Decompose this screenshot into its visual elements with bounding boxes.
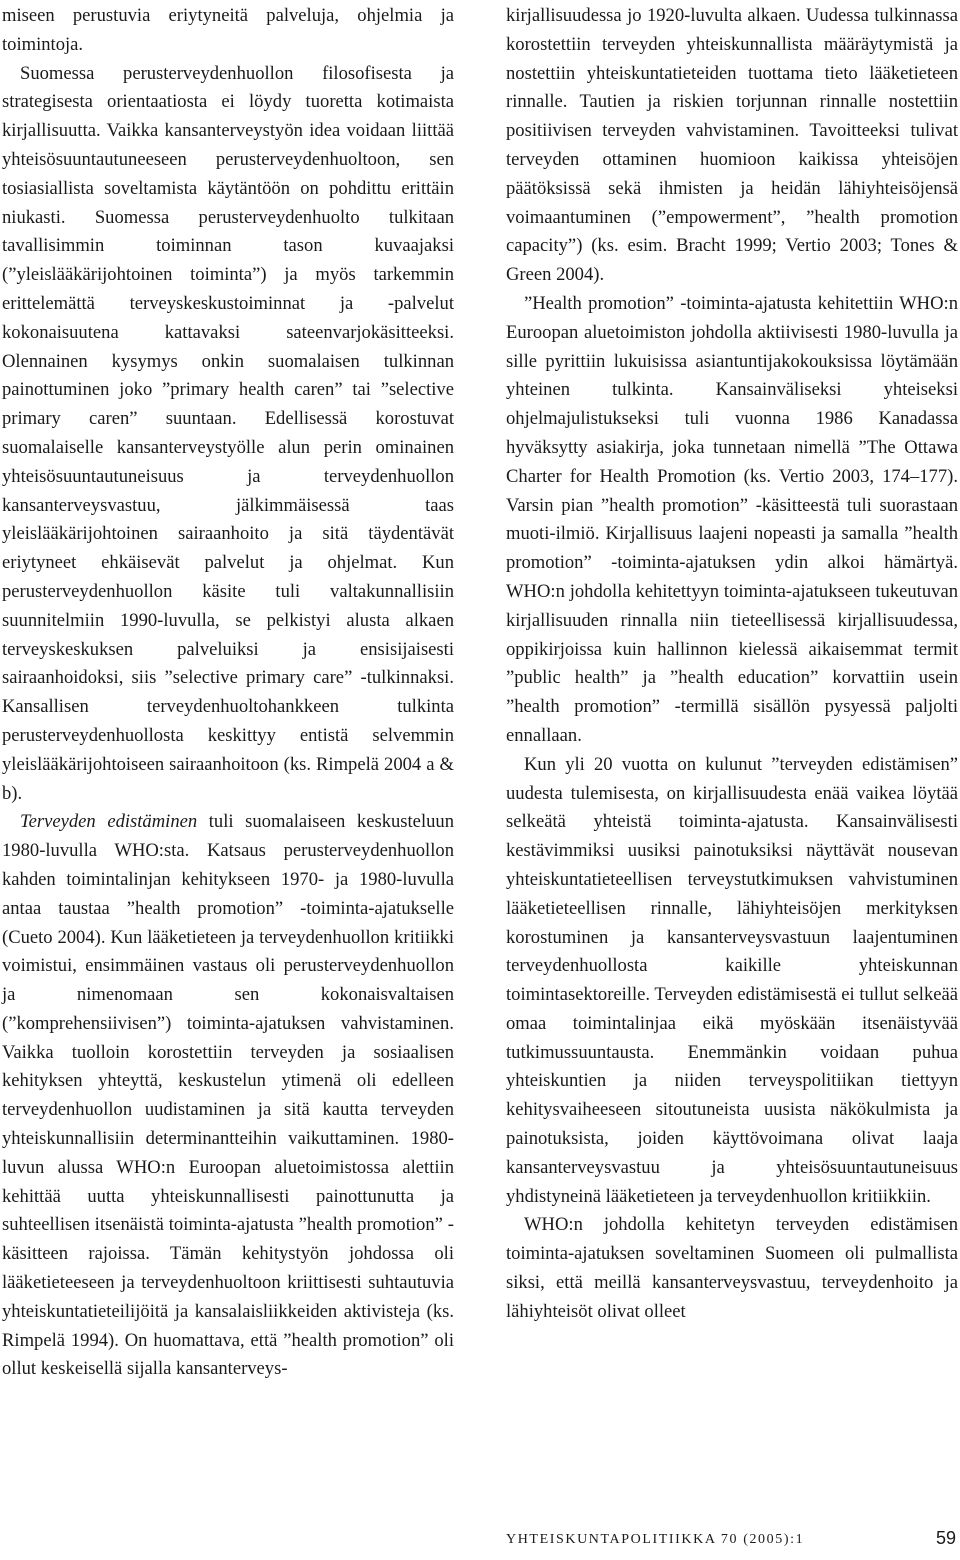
right-paragraph-3: Kun yli 20 vuotta on kulunut ”terveyden edistämisen” uudesta tulemisesta, on kirjallisuudesta enää vaikea löytää selkeätä yhteistä toiminta-ajatusta. Kansainvälisesti kestävimmiksi uusiksi painotuksiksi näyttävät nousevan yhteiskuntatieteellisen terveystutkimuksen vahvistuminen lääketieteellisen rinnalle, lähiyhteisöjen merkityksen korostuminen ja kansanterveysvastuun laajentuminen terveydenhuollosta kaikille yhteiskunnan toimintasektoreille. Terveyden edistämisestä ei tullut selkeää omaa toimintalinjaa eikä myöskään itsenäistyvää tutkimussuuntausta. Enemmänkin voidaan puhua yhteiskuntien ja niiden terveyspolitiikan tiettyyn kehitysvaiheeseen sitoutuneista uusista näkökulmista ja painotuksista, joiden käyttövoimana olivat laaja kansanterveysvastuu ja yhteisösuuntautuneisuus yhdistyneinä lääketieteen ja terveydenhuollon kritiikkiin. [506, 753, 958, 1207]
page-footer [0, 1528, 960, 1556]
left-paragraph-1: miseen perustuvia eriytyneitä palveluja, ohjelmia ja toimintoja. [2, 5, 454, 55]
right-paragraph-2: ”Health promotion” -toiminta-ajatusta kehitettiin WHO:n Euroopan aluetoimiston johdolla aktiivisesti 1980-luvulla ja sille pyrittiin lukuisissa asiantuntijakokouksissa löytämään yhteinen tulkinta. Kansainväliseksi yhteiseksi ohjelmajulistukseksi tuli vuonna 1986 Kanadassa hyväksytty asiakirja, joka tunnetaan nimellä ”The Ottawa Charter for Health Promotion (ks. Vertio 2003, 174–177). Varsin pian ”health promotion” -käsitteestä tuli suorastaan muoti-ilmiö. Kirjallisuus laajeni nopeasti ja samalla ”health promotion” -toiminta-ajatuksen ydin alkoi hämärtyä. WHO:n johdolla kehitettyyn toiminta-ajatukseen tukeutuvan kirjallisuuden rinnalla niin tieteellisessä kirjallisuudessa, oppikirjoissa kuin hallinnon kielessä aikaisemmat termit ”public health” ja ”health education” korvattiin usein ”health promotion” -termillä sisällön pysyessä paljolti ennallaan. [506, 292, 958, 746]
right-column [506, 2, 958, 1327]
right-paragraph-4: WHO:n johdolla kehitetyn terveyden edistämisen toiminta-ajatuksen soveltaminen Suomeen oli pulmallista siksi, että meillä kansanterveysvastuu, terveydenhoito ja lähiyhteisöt olivat olleet [506, 1214, 958, 1322]
right-paragraph-1: kirjallisuudessa jo 1920-luvulta alkaen. Uudessa tulkinnassa korostettiin terveyden yhteiskunnallista määräytymistä ja nostettiin yhteiskuntatieteiden tuottama tieto lääketieteen rinnalle. Tautien ja riskien torjunnan rinnalle nostettiin positiivisen terveyden vahvistaminen. Tavoitteeksi tulivat terveyden ottaminen huomioon kaikissa yhteisöjen päätöksissä sekä ihmisten ja heidän lähiyhteisöjensä voimaantuminen (”empowerment”, ”health promotion capacity”) (ks. esim. Bracht 1999; Vertio 2003; Tones & Green 2004). [506, 5, 958, 286]
page-number: 59 [935, 1528, 956, 1548]
left-paragraph-2: Suomessa perusterveydenhuollon filosofisesta ja strategisesta orientaatiosta ei löydy tuoretta kotimaista kirjallisuutta. Vaikka kansanterveystyön idea voidaan liittää yhteisösuuntautuneeseen perusterveydenhuoltoon, sen tosiasiallista soveltamista käytäntöön on pohdittu erittäin niukasti. Suomessa perusterveydenhuolto tulkitaan tavallisimmin toiminnan tason kuvaajaksi (”yleislääkärijohtoinen toiminta”) ja myös tarkemmin erittelemättä terveyskeskustoiminnat ja -palvelut kokonaisuutena kattavaksi sateenvarjokäsitteeksi. Olennainen kysymys onkin suomalaisen tulkinnan painottuminen joko ”primary health caren” tai ”selective primary caren” suuntaan. Edellisessä korostuvat suomalaiselle kansanterveystyölle alun perin ominainen yhteisösuuntautuneisuus ja terveydenhuollon kansanterveysvastuu, jälkimmäisessä taas yleislääkärijohtoinen sairaanhoito ja sitä täydentävät eriytyneet ehkäisevät palvelut ja ohjelmat. Kun perusterveydenhuollon käsite tuli valtakunnallisiin suunnitelmiin 1990-luvulla, se pelkistyi alusta alkaen terveyskeskuksen palveluiksi ja ensisijaisesti sairaanhoidoksi, siis ”selective primary care” -tulkinnaksi. Kansallisen terveydenhuoltohankkeen tulkinta perusterveydenhuollosta keskittyy entistä selvemmin yleislääkärijohtoiseen sairaanhoitoon (ks. Rimpelä 2004 a & b). [2, 62, 454, 804]
left-column [2, 2, 454, 1384]
left-paragraph-3 [2, 808, 454, 1384]
journal-running-footer: YHTEISKUNTAPOLITIIKKA 70 (2005):1 [506, 1532, 805, 1547]
italic-term: Terveyden edistäminen [20, 811, 198, 833]
left-paragraph-3-text: tuli suomalaiseen keskusteluun 1980-luvulla WHO:sta. Katsaus perusterveydenhuollon kahden toimintalinjan kehitykseen 1970- ja 1980-luvulla antaa taustaa ”health promotion” -toiminta-ajatukselle (Cueto 2004). Kun lääketieteen ja terveydenhuollon kritiikki voimistui, ensimmäinen vastaus oli perusterveydenhuollon ja nimenomaan sen kokonaisvaltaisen (”komprehensiivisen”) toiminta-ajatuksen vahvistaminen. Vaikka tuolloin korostettiin terveyden ja sosiaalisen kehityksen yhteyttä, keskustelun ytimenä oli edelleen terveydenhuollon uudistaminen ja sitä kautta terveyden yhteiskunnallisiin determinantteihin vaikuttaminen. 1980-luvun alussa WHO:n Euroopan aluetoimistossa alettiin kehittää uutta yhteiskunnallisesti painottunutta ja suhteellisen itsenäistä toiminta-ajatusta ”health promotion” -käsitteen rajoissa. Tämän kehitystyön johdossa oli lääketieteeseen ja terveydenhuoltoon kriittisesti suhtautuvia yhteiskuntatieteilijöitä ja kansalaisliikkeiden aktivisteja (ks. Rimpelä 1994). On huomattava, että ”health promotion” oli ollut keskeisellä sijalla kansanterveys- [2, 811, 454, 1380]
